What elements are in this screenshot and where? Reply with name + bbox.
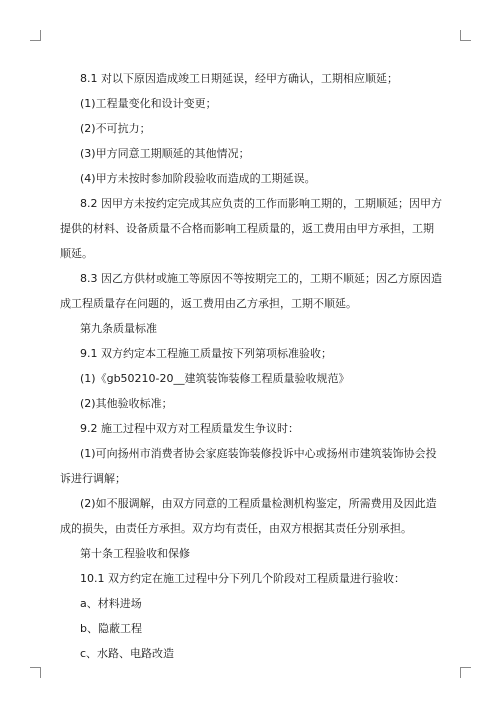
- paragraph-8-1: 8.1 对以下原因造成竣工日期延误，经甲方确认，工期相应顺延；: [80, 72, 398, 85]
- paragraph-10-1-item-a: a、材料进场: [80, 597, 142, 610]
- paragraph-8-1-item-1: (1)工程量变化和设计变更；: [80, 97, 217, 110]
- paragraph-8-1-item-2: (2)不可抗力；: [80, 122, 151, 135]
- paragraph-8-3: 8.3 因乙方供材或施工等原因不等按期完工的，工期不顺延；因乙方原因造成工程质量存在问题的，返工费用由乙方承担，工期不顺延。: [60, 272, 442, 310]
- paragraph-10-1-item-b: b、隐蔽工程: [80, 622, 142, 635]
- crop-mark-top-left: [30, 30, 41, 41]
- paragraph-10-1-item-c: c、水路、电路改造: [80, 647, 175, 660]
- paragraph-8-1-item-3: (3)甲方同意工期顺延的其他情况；: [80, 147, 250, 160]
- crop-mark-top-right: [460, 30, 471, 41]
- document-body: [60, 66, 444, 666]
- paragraph-9-1-item-2: (2)其他验收标准；: [80, 397, 173, 410]
- paragraph-9-1-item-1: (1)《gb50210-20__建筑装饰装修工程质量验收规范》: [80, 372, 350, 385]
- paragraph-9-2-item-2: (2)如不服调解，由双方同意的工程质量检测机构鉴定，所需费用及因此造成的损失，由责任方承担。双方均有责任，由双方根据其责任分别承担。: [60, 497, 437, 535]
- paragraph-8-1-item-4: (4)甲方未按时参加阶段验收而造成的工期延误。: [80, 172, 316, 185]
- crop-mark-bottom-left: [30, 667, 41, 678]
- paragraph-8-2: 8.2 因甲方未按约定完成其应负责的工作而影响工期的，工期顺延；因甲方提供的材料、设备质量不合格而影响工程质量的，返工费用由甲方承担，工期顺延。: [60, 197, 442, 260]
- paragraph-10-1: 10.1 双方约定在施工过程中分下列几个阶段对工程质量进行验收：: [80, 572, 405, 585]
- section-heading-10: 第十条工程验收和保修: [80, 547, 190, 560]
- paragraph-9-1: 9.1 双方约定本工程施工质量按下列第项标准验收；: [80, 347, 332, 360]
- crop-mark-bottom-right: [460, 667, 471, 678]
- paragraph-9-2-item-1: (1)可向扬州市消费者协会家庭装饰装修投诉中心或扬州市建筑装饰协会投诉进行调解；: [60, 447, 437, 485]
- section-heading-9: 第九条质量标准: [80, 322, 157, 335]
- paragraph-9-2: 9.2 施工过程中双方对工程质量发生争议时：: [80, 422, 299, 435]
